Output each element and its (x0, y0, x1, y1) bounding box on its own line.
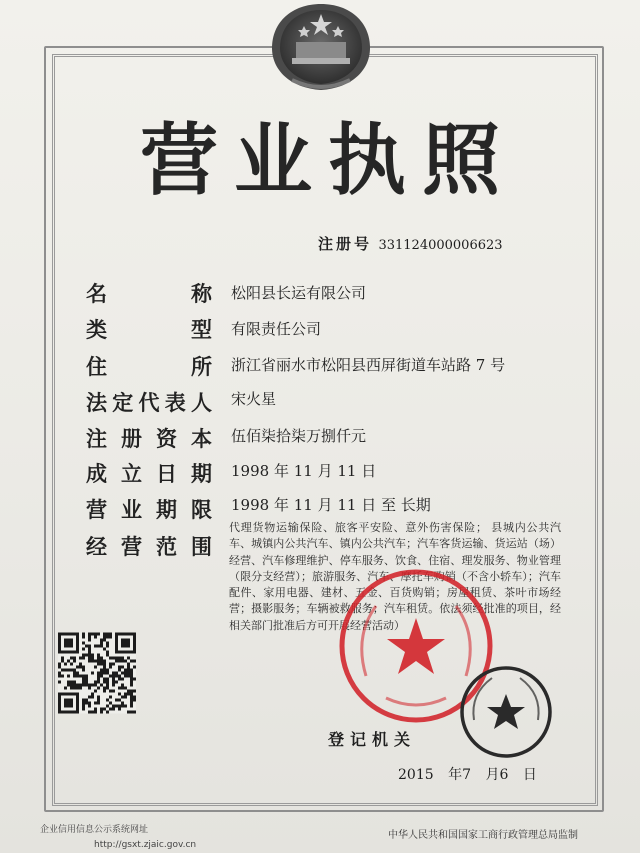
issue-year-unit: 年 (448, 767, 463, 783)
field-value-address: 浙江省丽水市松阳县西屏街道车站路 7 号 (231, 356, 506, 374)
registration-number-value: 331124000006623 (378, 238, 503, 253)
field-label-business-scope: 经营范围 (86, 535, 212, 559)
field-value-legal-representative: 宋火星 (231, 390, 277, 408)
title-char: 执 (327, 115, 406, 206)
title-char: 业 (233, 115, 312, 206)
registration-number (318, 233, 503, 254)
field-value-registered-capital: 伍佰柒拾柒万捌仟元 (231, 427, 367, 445)
field-label-legal-representative: 法定代表人 (86, 391, 212, 415)
footer-website-url: http://gsxt.zjaic.gov.cn (94, 840, 197, 850)
field-value-business-scope: 代理货物运输保险、旅客平安险、意外伤害保险； 县城内公共汽车、城镇内公共汽车、镇内公共汽车；汽车客货运输、货运站（场）经营、汽车修理维护、停车服务、饮食、住宿、理发服务、物业管理（限分支经营）；旅游服务、汽车、摩托车购销（不含小轿车）；汽车配件、家用电器、建材、五金、百货购销；房屋租赁、茶叶市场经营；摄影服务；车辆被救服务；汽车租赁。依法须经批准的项目，经相关部门批准后方可开展经营活动） (229, 521, 561, 632)
issue-month-unit: 月 (485, 767, 500, 783)
issue-day-unit: 日 (522, 767, 537, 783)
field-label-name: 名称 (86, 282, 212, 306)
license-title (140, 115, 500, 206)
field-label-registered-capital: 注册资本 (86, 427, 212, 451)
issue-month: 7 (462, 767, 472, 783)
field-value-type: 有限责任公司 (231, 320, 322, 338)
qr-code-icon (58, 632, 136, 714)
title-char: 营 (140, 115, 219, 206)
footer-website-label: 企业信用信息公示系统网址 (40, 825, 149, 835)
field-label-type: 类型 (86, 318, 212, 342)
field-value-name: 松阳县长运有限公司 (231, 284, 367, 302)
field-value-establishment-date: 1998 年 11 月 11 日 (231, 462, 377, 480)
title-char: 照 (421, 115, 500, 206)
registration-number-label: 注册号 (318, 235, 373, 253)
issue-day: 6 (499, 767, 509, 783)
registration-office-label: 登记机关 (328, 730, 417, 749)
footer-supervisor: 中华人民共和国国家工商行政管理总局监制 (388, 830, 578, 841)
issue-date (398, 764, 537, 784)
registration-authority-seal-stamp (458, 664, 554, 760)
field-value-business-term: 1998 年 11 月 11 日 至 长期 (231, 496, 431, 514)
national-emblem-icon (262, 0, 380, 92)
issue-year: 2015 (398, 767, 434, 783)
field-label-business-term: 营业期限 (86, 498, 212, 522)
field-label-address: 住所 (86, 355, 212, 379)
field-label-establishment-date: 成立日期 (86, 462, 212, 486)
